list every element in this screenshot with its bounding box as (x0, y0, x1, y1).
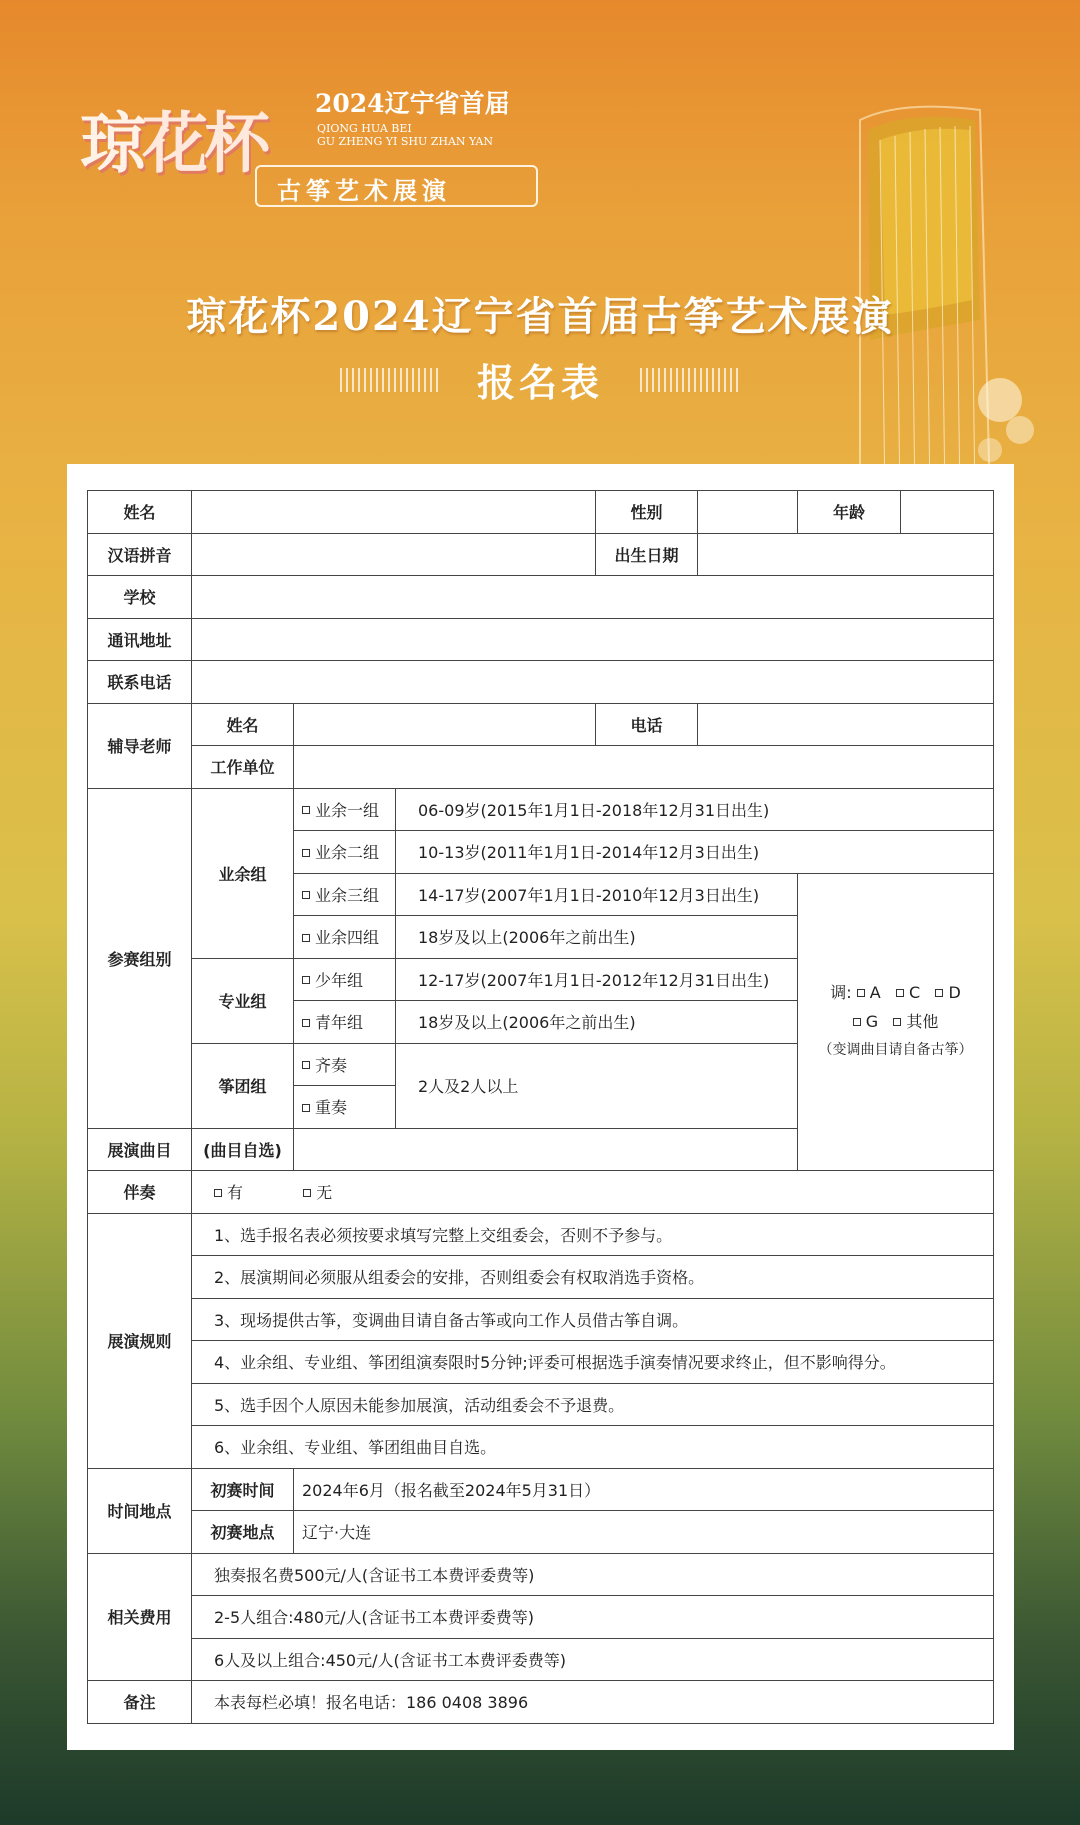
pro-youth-option[interactable] (294, 958, 396, 1001)
checkbox-icon (302, 891, 310, 899)
registration-form-table (87, 490, 994, 1724)
label-prelim-place: 初赛地点 (192, 1511, 294, 1554)
label-pro: 专业组 (192, 958, 294, 1043)
page-subtitle: 报名表 (476, 360, 603, 405)
label-phone: 联系电话 (88, 661, 192, 704)
checkbox-icon (302, 934, 310, 942)
row-phone (88, 661, 994, 704)
label-gender: 性别 (596, 491, 698, 534)
amateur-1-option[interactable] (294, 788, 396, 831)
logo-subtitle: 古筝艺术展演 (277, 176, 451, 205)
teacher-phone-field[interactable] (698, 703, 994, 746)
label-ensemble: 筝团组 (192, 1043, 294, 1128)
row-teacher-2 (88, 746, 994, 789)
key-c-option[interactable]: C (896, 983, 920, 1002)
accompany-no-option[interactable]: 无 (303, 1183, 332, 1202)
rule-item: 1、选手报名表必须按要求填写完整上交组委会，否则不予参与。 (192, 1213, 994, 1256)
remarks-value: 本表每栏必填！报名电话：186 0408 3896 (192, 1681, 994, 1724)
label-rules: 展演规则 (88, 1213, 192, 1468)
row-remarks (88, 1681, 994, 1724)
rule-item: 6、业余组、专业组、筝团组曲目自选。 (192, 1426, 994, 1469)
label-remarks: 备注 (88, 1681, 192, 1724)
amateur-1-desc: 06-09岁(2015年1月1日-2018年12月31日出生) (396, 788, 994, 831)
checkbox-icon (302, 1104, 310, 1112)
label-name: 姓名 (88, 491, 192, 534)
label-repertoire: 展演曲目 (88, 1128, 192, 1171)
label-school: 学校 (88, 576, 192, 619)
event-logo (80, 70, 560, 220)
row-accompany (88, 1171, 994, 1214)
amateur-3-label: 业余三组 (315, 885, 380, 905)
checkbox-icon (853, 1018, 861, 1026)
gender-field[interactable] (698, 491, 798, 534)
checkbox-icon (302, 849, 310, 857)
fee-item: 独奏报名费500元/人(含证书工本费评委费等) (192, 1553, 994, 1596)
checkbox-icon (214, 1189, 222, 1197)
row-rule-4 (88, 1341, 994, 1384)
teacher-name-field[interactable] (294, 703, 596, 746)
label-teacher-name: 姓名 (192, 703, 294, 746)
page-title: 琼花杯2024辽宁省首届古筝艺术展演 (186, 293, 894, 340)
logo-year: 2024辽宁省首届 (315, 89, 510, 118)
ensemble-2-label: 重奏 (315, 1098, 348, 1118)
amateur-4-option[interactable] (294, 916, 396, 959)
label-accompany: 伴奏 (88, 1171, 192, 1214)
pro-young-desc: 18岁及以上(2006年之前出生) (396, 1001, 798, 1044)
amateur-2-option[interactable] (294, 831, 396, 874)
key-g-option[interactable]: G (853, 1012, 878, 1031)
amateur-4-desc: 18岁及以上(2006年之前出生) (396, 916, 798, 959)
rule-item: 4、业余组、专业组、筝团组演奏限时5分钟;评委可根据选手演奏情况要求终止，但不影响得分。 (192, 1341, 994, 1384)
ensemble-1-label: 齐奏 (315, 1055, 348, 1075)
pro-young-label: 青年组 (315, 1013, 364, 1033)
label-category: 参赛组别 (88, 788, 192, 1128)
row-rule-1 (88, 1213, 994, 1256)
row-address (88, 618, 994, 661)
prelim-place-value: 辽宁·大连 (294, 1511, 994, 1554)
amateur-3-desc: 14-17岁(2007年1月1日-2010年12月3日出生) (396, 873, 798, 916)
label-prelim-time: 初赛时间 (192, 1468, 294, 1511)
key-note: （变调曲目请自备古筝） (818, 1042, 973, 1059)
row-rule-6 (88, 1426, 994, 1469)
fee-item: 2-5人组合:480元/人(含证书工本费评委费等) (192, 1596, 994, 1639)
ensemble-2-option[interactable] (294, 1086, 396, 1129)
rule-item: 2、展演期间必须服从组委会的安排，否则组委会有权取消选手资格。 (192, 1256, 994, 1299)
label-teacher-phone: 电话 (596, 703, 698, 746)
logo-pinyin-line-2: GU ZHENG YI SHU ZHAN YAN (317, 135, 494, 148)
row-time (88, 1468, 994, 1511)
amateur-4-label: 业余四组 (315, 928, 380, 948)
key-label: 调: (830, 983, 852, 1003)
pro-youth-desc: 12-17岁(2007年1月1日-2012年12月31日出生) (396, 958, 798, 1001)
amateur-2-desc: 10-13岁(2011年1月1日-2014年12月3日出生) (396, 831, 994, 874)
address-field[interactable] (192, 618, 994, 661)
prelim-time-value: 2024年6月（报名截至2024年5月31日） (294, 1468, 994, 1511)
label-teacher-work: 工作单位 (192, 746, 294, 789)
birthdate-field[interactable] (698, 533, 994, 576)
pro-youth-label: 少年组 (315, 970, 364, 990)
school-field[interactable] (192, 576, 994, 619)
label-pinyin: 汉语拼音 (88, 533, 192, 576)
row-rule-5 (88, 1383, 994, 1426)
row-school (88, 576, 994, 619)
row-rule-3 (88, 1298, 994, 1341)
accompany-yes-option[interactable]: 有 (214, 1183, 243, 1202)
checkbox-icon (896, 989, 904, 997)
logo-char-2: 花杯 (142, 104, 266, 182)
row-rule-2 (88, 1256, 994, 1299)
rule-item: 5、选手因个人原因未能参加展演，活动组委会不予退费。 (192, 1383, 994, 1426)
row-place (88, 1511, 994, 1554)
key-selection-cell (798, 873, 994, 1171)
rule-item: 3、现场提供古筝，变调曲目请自备古筝或向工作人员借古筝自调。 (192, 1298, 994, 1341)
row-pinyin (88, 533, 994, 576)
repertoire-note: (曲目自选) (192, 1128, 294, 1171)
logo-pinyin-line-1: QIONG HUA BEI (317, 122, 412, 135)
amateur-1-label: 业余一组 (315, 800, 380, 820)
checkbox-icon (302, 806, 310, 814)
row-name (88, 491, 994, 534)
checkbox-icon (302, 976, 310, 984)
key-d-option[interactable]: D (935, 983, 960, 1002)
name-field[interactable] (192, 491, 596, 534)
label-fees: 相关费用 (88, 1553, 192, 1681)
label-amateur: 业余组 (192, 788, 294, 958)
age-field[interactable] (901, 491, 994, 534)
checkbox-icon (893, 1018, 901, 1026)
ensemble-1-option[interactable] (294, 1043, 396, 1086)
row-fee-3 (88, 1638, 994, 1681)
label-time-place: 时间地点 (88, 1468, 192, 1553)
logo-pinyin (317, 122, 493, 148)
phone-field[interactable] (192, 661, 994, 704)
key-a-option[interactable]: A (857, 983, 881, 1002)
amateur-3-option[interactable] (294, 873, 396, 916)
label-address: 通讯地址 (88, 618, 192, 661)
checkbox-icon (935, 989, 943, 997)
checkbox-icon (302, 1061, 310, 1069)
checkbox-icon (857, 989, 865, 997)
amateur-2-label: 业余二组 (315, 843, 380, 863)
logo-subtitle-box (255, 165, 538, 207)
label-birthdate: 出生日期 (596, 533, 698, 576)
row-amateur-1 (88, 788, 994, 831)
ensemble-desc: 2人及2人以上 (396, 1043, 798, 1128)
key-other-option[interactable]: 其他 (893, 1012, 938, 1031)
fee-item: 6人及以上组合:450元/人(含证书工本费评委费等) (192, 1638, 994, 1681)
label-age: 年龄 (798, 491, 901, 534)
logo-char-1: 琼 (80, 104, 142, 182)
row-fee-1 (88, 1553, 994, 1596)
label-teacher: 辅导老师 (88, 703, 192, 788)
repertoire-field[interactable] (294, 1128, 798, 1171)
registration-form-card (67, 464, 1014, 1750)
checkbox-icon (303, 1189, 311, 1197)
pinyin-field[interactable] (192, 533, 596, 576)
checkbox-icon (302, 1019, 310, 1027)
teacher-work-field[interactable] (294, 746, 994, 789)
row-fee-2 (88, 1596, 994, 1639)
row-teacher-1 (88, 703, 994, 746)
pro-young-option[interactable] (294, 1001, 396, 1044)
